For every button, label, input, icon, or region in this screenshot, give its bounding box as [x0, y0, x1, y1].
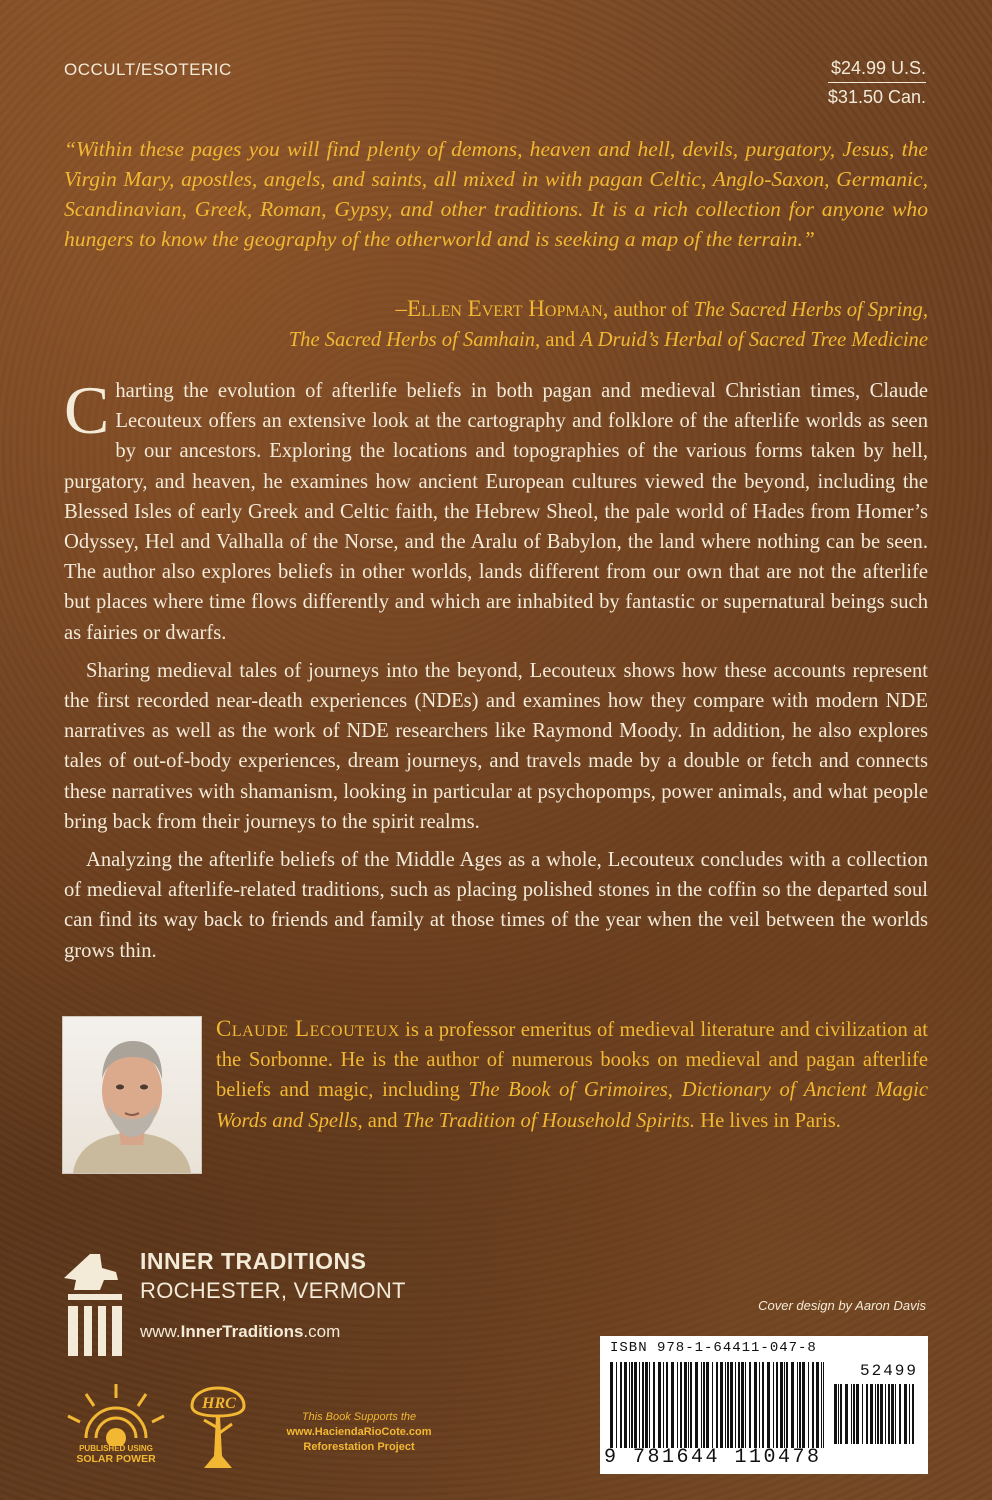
book-title: The Tradition of Household Spirits.	[402, 1109, 696, 1132]
cover-design-credit: Cover design by Aaron Davis	[758, 1298, 926, 1313]
price-us: $24.99 U.S.	[828, 56, 926, 83]
price-barcode	[834, 1384, 916, 1444]
description-paragraph: Charting the evolution of afterlife beliefs in both pagan and medieval Christian times, Claude Lecouteux offers an extensive look at the cartography and folklore of the afterlife worlds as seen by our ancestors. Exploring the locations and topographies of the various forms taken by hell, purgatory, and heaven, he examines how ancient European cultures viewed the beyond, including the Blessed Isles of early Greek and Celtic faith, the Hebrew Sheol, the pale world of Hades from Homer’s Odyssey, Hel and Valhalla of the Norse, and the Aralu of Babylon, the land where nothing can be seen. The author also explores beliefs in other worlds, lands different from our own that are not the afterlife but places where time flows differently and which are inhabited by fantastic or supernatural beings such as fairies or dwarfs.	[64, 372, 928, 644]
book-title: The Book of Grimoires, Dictionary of Ancient Magic Words and Spells,	[216, 1079, 928, 1132]
tree-icon	[186, 1376, 250, 1474]
publisher-name: INNER TRADITIONS	[140, 1248, 367, 1274]
quote-attribution: –Ellen Evert Hopman, author of The Sacred Herbs of Spring, The Sacred Herbs of Samhain, and A Druid’s Herbal of Sacred Tree Medicine	[288, 296, 928, 351]
drop-cap: C	[64, 372, 110, 448]
barcode-digits: 9 781644 110478	[604, 1446, 822, 1469]
publisher-url[interactable]: www.InnerTraditions.com	[140, 1322, 341, 1341]
reforestation-note: This Book Supports the www.HaciendaRioCote.com Reforestation Project	[286, 1411, 432, 1453]
price-can: $31.50 Can.	[827, 87, 926, 107]
category-label: OCCULT/ESOTERIC	[64, 60, 232, 79]
price-code: 52499	[859, 1362, 918, 1380]
description-paragraph: Analyzing the afterlife beliefs of the Middle Ages as a whole, Lecouteux concludes with a collection of medieval afterlife-related traditions, such as placing polished stones in the coffin so the departed soul can find its way back to friends and family at those times of the year when the veil between the worlds grows thin.	[64, 849, 928, 962]
inner-traditions-logo	[60, 1250, 130, 1360]
book-title: A Druid’s Herbal of Sacred Tree Medicine	[580, 329, 928, 351]
author-photo	[62, 1016, 202, 1174]
description-paragraph: Sharing medieval tales of journeys into the beyond, Lecouteux shows how these accounts represent the first recorded near-death experiences (NDEs) and examines how they compare with modern NDE narratives as well as the work of NDE researchers like Raymond Moody. In addition, he also explores tales of out-of-body experiences, dream journeys, and travels made by a double or fetch and connects these narratives with shamanism, looking in particular at psychopomps, power animals, and what people bring back from their journeys to the spirit realms.	[64, 659, 928, 833]
book-title: The Sacred Herbs of Spring,	[693, 299, 928, 321]
author-bio: Claude Lecouteux is a professor emeritus of medieval literature and civilization at the Sorbonne. He is the author of numerous books on medieval and pagan afterlife beliefs and magic, including The Book of Grimoires, Dictionary of Ancient Magic Words and Spells, and The Tradition of Household Spirits. He lives in Paris.	[216, 1016, 928, 1132]
isbn-label: ISBN 978-1-64411-047-8	[610, 1340, 817, 1356]
quote-author: –Ellen Evert Hopman,	[395, 296, 609, 321]
author-name: Claude Lecouteux	[216, 1016, 400, 1041]
price-block	[828, 56, 926, 109]
hacienda-url[interactable]: www.HaciendaRioCote.com	[286, 1426, 432, 1438]
publisher-location: ROCHESTER, VERMONT	[140, 1278, 406, 1303]
book-title: The Sacred Herbs of Samhain,	[288, 329, 541, 351]
book-description	[64, 372, 928, 974]
endorsement-quote: “Within these pages you will find plenty of demons, heaven and hell, devils, purgatory, Jesus, the Virgin Mary, apostles, angels, and saints, all mixed in with pagan Celtic, Anglo-Saxon, Germanic, Scandinavian, Greek, Roman, Gypsy, and other traditions. It is a rich collection for anyone who hungers to know the geography of the otherworld and is seeking a map of the terrain.”	[64, 137, 928, 251]
solar-power-label: PUBLISHED USING SOLAR POWER	[76, 1444, 156, 1465]
svg-text:HRC: HRC	[202, 1395, 236, 1412]
barcode	[600, 1336, 928, 1474]
ean-barcode	[610, 1362, 824, 1448]
